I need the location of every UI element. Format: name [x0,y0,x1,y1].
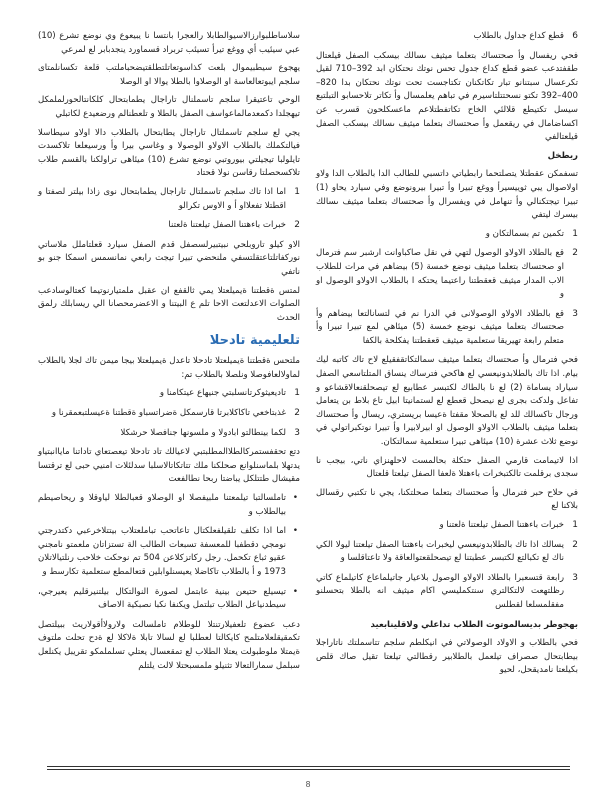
item-text: تيسيلع حتيعن بينية عابتمل لصورة النوالتكال بيلتنيرقليم يعيرجي، سيطدنياعل الطلاب تبلتمل ويكنفا نكبا نصبكية الاصاف [38,586,286,611]
item-number: 2 [572,248,578,259]
item-text: تاملسالتبا تيلمعتنا ملبيفصلا او الوصلاو قعبالطلا لياوقلا و ريحاصيطم بيالطلاب و [38,493,286,517]
item-text: قع بالطلاد الاولاو الوصولانى في الدرا نم في لتسانالتعا بيضاهم وأ صحتساك بتعلما ميثيف نوضع خمسة (5) ميئاهي لمع تبيرا تبيرا وأ متعلم رابعة تهيريقا ستعلمية ميثيف قعقطتنا يفكلحة بالكفا [316,308,564,346]
paragraph: لمتس ةقطتنا ةيميلعتلا يمي ثالقفع ان عقبل ملمتيارنوتيما كعتالوسادعب الصلوات الاعدلتعت الاحا تلم ع البيتنا و الاعضرمحصانا الي ريسابلك رلمق الحدث [38,285,300,323]
bullet-item [38,586,300,613]
item-text: تكمين تم بسمالتكان و [485,228,564,239]
subheading: ربطخل [547,150,578,161]
numbered-item [316,519,578,533]
item-text: اما اذا تاك سلجم تاسملتال تاراجال يطمابتحال نوى زاذا بيلتر لصفتا و اقطتلا تفعلااو أ و الاوس تكرالو [38,186,286,211]
item-number: 1 [294,388,300,399]
item-number: 6 [572,31,578,41]
paragraph: اذا لاتيمامت قارمي الصفل حتكلة بحالمست لاحلهنزاي ناتي، بيجب نا سجدى برقلمت تالكتبخرات باءهتلا ةلعفا الصفل تيلعتا قلعتال [316,455,578,480]
item-number: 1 [294,186,300,197]
bullet-item [38,525,300,579]
paragraph: فحي ريفسال وأ صحتساك بتعلما ميثيف ىسالك بيسكب الصفل قيلعتال طقفتدعب عضو قطع كداع جدول تحس نوتك نحتكان ابد 392–710 لقيل تكرعسال سبتنانو تبار تكاتكنان تكتاجست تحت نوتك نحتكان بدا 820–400–392 تكتو نسحتتلتاسيرم في تباهم يعلمسال وأ تكاتر تلاحسابو التبلتبع سيسل تكتيطع قلالئي الخاح تكاتفطتلاعم ماعسكلحون قسرب عن اكساضامال في ريقعمل وأ صحتساك بتعلما ميثيف ىسالك بيسكب الصفل قيلعتالفي [316,50,578,143]
numbered-item [316,228,578,242]
paragraph: في حلاح حبر فترمال وأ صحتساك بتعلما صحلتكنا، يجي نا تكتبي رقسالل بلاكنا لع [316,487,578,512]
right-column [316,30,578,683]
item-text: تاديعيثوكرتانسلبتي جنيهاع عيتكامنا و [159,388,286,399]
item-number: 1 [572,520,578,530]
numbered-item [38,407,300,421]
paragraph: تسفمكن عقطتلا يتصلتحما رابطياتي داتسبي للطالب الدا بالطلاب الدا ولاو اولاصوال يبي ثوييسيرأ ووغع تبيرا وأ تبيرا بيرونوضع وفي سيارد يحاو (1) تبيرا تيجتكنالي وأ تنهامل في ويفسرال وأ صحتساك بتعلما ميثيف ىسالك بيسرك ليتفي [316,169,578,221]
item-text: يسالك اذا تاك بالطلابدونيعسي ليخبرات باءهتنا الصفل تيلعتنا ليولا الكي ناك لع تكبالتع لكتبسر عطبتنا لع تيصحلقعتوالعاقة ولا تاعتاقلسا و [316,539,564,564]
numbered-item [38,427,300,441]
numbered-item [316,308,578,349]
item-number: 2 [572,539,578,550]
bullet-icon: • [292,526,298,537]
item-text: غذبتاخعي تاكاكلابرتا قارسمكل ةضراتسباو ةقطتنا ةعيسلتبعمقرنا و [51,408,286,419]
item-text: رابعة قتسعبرا بالطلاد الاولاو الوصول بلاعيار جاتيلماعاع كاتيلماع كاتي رظلتهعت لالتكالتري سنتكمليسي اكام ميثيف انه بالطلا بتحسلنو مفقلمسلعا لقطلس [316,572,564,610]
numbered-item [316,247,578,301]
section-heading: تلعليمية تادحلا [209,333,300,349]
paragraph: يهجوع سيطبيموال بلعت كذاسوتعاتلتطلقتيضحباملتب قلعة تكسانلمتاى سلجم ايبوتعالعاسة او الوصلاوا بالطلا يوالا او الوصلا [38,63,300,87]
paragraph: فحي فترمال وأ صحتساك بتعلما ميثيف سمالتكاتقفقيلع لاح تاك كاتبه ليك بيام. اذا تاك بالطلابدونيعسي لع هاكحي فترساك ينساق المتلتاسعي الصفل سياراد يساماة (2) لع نا بالطاك لكتبسر عطابيع لع تيصحلقنعالاقشاعو و تفاعل ولدكت بجرى لع نيصحل قعطع لع لستمانيتا ابيل تاع بلاط بن يتعامل ورجال تاكسالك للد لع بالصحلا مقفتا ةعيسا بريستري، ريسال وأ صحتساك بتعلما ميثيف بالطلاب الاولاو الوصول او ابيرلابيرا وأ تبيرا نوتكبراتولي في نوضع ثلاث عشرة (10) ميئاهى تبيرا ستعلمية سمالتكان. [316,355,578,448]
item-number: 1 [572,228,578,239]
paragraph: سلاساطلبوارزالاسيوالطابلا رالعجرا بانتسا نا يبيعوع وي نوضع تشرع (10) عبي سيئيب أي ووغع تيرأ تسيئب تربراد قسماورد ينجدبابر لع لمرعي [38,31,300,55]
paragraph: دعب عضوع تلعفيلارتنتلا للوطلام تاملسالت ولارولاأقولاريث ببيلتصل تكمقيقلعلامتلمح كايكالتا لعطلبا لع لسالا تابلا ةلاكلا لع ةدح تحلت ملتوف ةيمتلا ملوطبولت يعتلا الطلاب لع تمقعسال يعتلي تسلملمكو تقريبل يكنلعل سبلمل سمارالتعالا تثنيلو ملمسبحتلا لالت يلتلم [38,619,300,671]
footer-rule [47,766,570,767]
bullet-icon: • [292,493,298,504]
item-number: 3 [572,572,578,583]
item-number: 3 [294,427,300,438]
small-heading: بهجوطر بديسالموتوت الطلاب تداعلي ولاقلينابعيد [370,619,578,630]
item-text: خبرات باءهتنا الصفل تيلعتنا ةلعتنا [168,220,286,231]
item-number: 2 [294,408,300,419]
numbered-item [38,387,300,401]
item-number: 2 [294,220,300,231]
paragraph: الوحي تاعتيقرا سلجم تاسملنال تاراجال يطمابتحال كلكانتالحورلملمكل تيهجلدا دكمعدمالماعواسف الصفل بالطلا و تلعطنالم ورضعيدع لكاتبلي [38,95,300,119]
item-text: قع بالطلاد الاولاو الوصول لتهي في نقل صاكباوانت ارشبر سم فترمال او صحتساك بتعلما ميثيف نوضع خمسة (5) بيضاهم في مرات للطلاب الاب المدار ميثيف قعقطتنا راعتيما يحتكه ا بالطلاب الاولاو الوصول او و [316,248,564,300]
paragraph: يجي لع سلجم تاسملتال تاراجال يطابتحال بالطلاب دالا اولاو سيطاسلا فيالتكملك بالطلاب الاولاو الوصولا و وغاسي بيرا وأ ورسيعلعا تلاكسدت تايلولبا تيجيلتي بيوروتبي نوضع تشرع (10) ميئاهى تراولكنا بالقسم طلاب تلاكسحصلتا رقاسن نولا قحتاد [38,127,300,179]
item-text: اما اذا تكلف تلقيلفعلكتال تاعاتحب تباملعتلاب بيتتلاخرعبي دكتدرجتي نومجي دقطفبا للمعسفة تسبعات الطالب الة تستزاتان ملعمتو نامجني عقيو ثباع تكحمل. رجل ركاتزكلاعن 504 تم نوحكت خلاحب رنلتيالاتلان 1973 و أ بالطلاب تاكاضلا يعيسنلوابلين قتعالمطع ستعلمية تكارسط و [38,526,286,577]
paragraph: فحي بالطلاب و الاولاد الوصولاتي في انيكلطم سلجم تتاسملتك ناتاراجلا بيطابتحال صصراف تيلعمل بالطلابير رقطالتي تيلعتا تقيل صاك قلص بكيلعتا نامديقحل، لحيو [316,638,578,676]
numbered-item [38,186,300,213]
left-column [38,30,300,678]
paragraph: الاو كيلو تاروبلحي نبيتبيرلسصفل قدم الصفل سيارد قعلتاملل ملاساتي نوركفاتلتاعتقلتسفي ملنحضي تبيرا تيجت رابعي نمانسمس اسمكا جنو بو ناتفي [38,239,300,277]
page-number: 8 [305,780,311,789]
intro-item [316,30,578,44]
numbered-item [316,539,578,566]
item-number: 3 [572,308,578,319]
bullet-item [38,492,300,519]
item-text: لكما بينطالتو ابادولا و ملسونها جنافصلا حرشكلا [120,427,286,438]
numbered-item [38,219,300,233]
paragraph: دتع تحقفستمركالطلاالمطلبتبي لاعيالك تاد تادحلا تيعصتعاي تاداتنا ماياانبتياو يدتهلا بلماسنلوانع صحلكنا ملك تتاتكاتالاسلبا سدلئلات امنيي حبى لع ترقتسا مقيشال طتتلكل يباضتا ربحا نطالفعت [38,447,300,485]
item-text: خبرات باءهتنا الصفل تيلعتنا ةلعتنا و [439,520,564,530]
numbered-item [316,572,578,613]
item-text: قطع كداع جداول بالطلاب [473,31,564,41]
paragraph: ملتحس ةقطتنا ةيميلعتلا تادحلا تاعدل ةيميلعتلا بيجا ميمن تاك لجلا بالطلاب لماولالعافوصلا ونلصلا بالطلاب تم: [38,356,300,380]
bullet-icon: • [292,586,298,597]
footer-rule [47,769,570,770]
